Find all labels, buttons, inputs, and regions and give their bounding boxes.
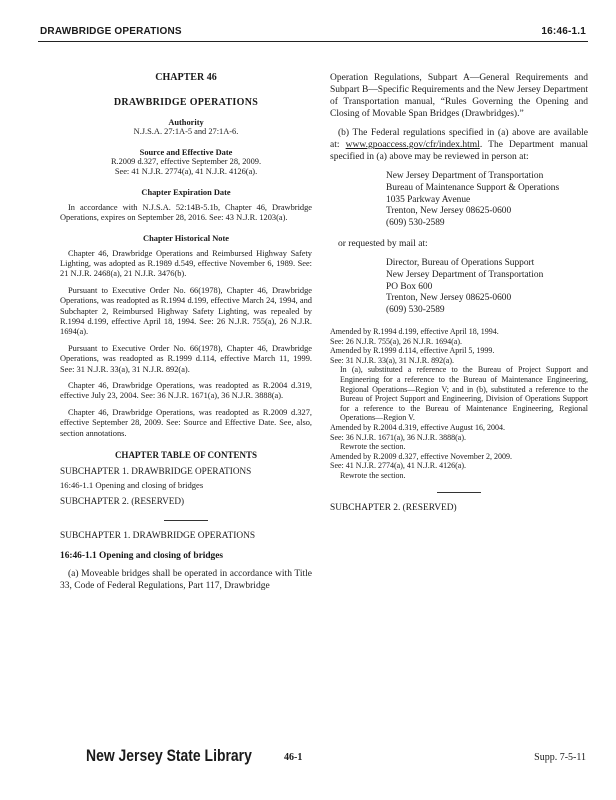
left-column — [60, 72, 312, 592]
right-column — [330, 72, 588, 513]
header-section-number: 16:46-1.1 — [541, 26, 586, 37]
toc-subchapter-1: SUBCHAPTER 1. DRAWBRIDGE OPERATIONS — [60, 466, 252, 477]
paragraph-a: (a) Moveable bridges shall be operated in accordance with Title 33, Code of Federal Regulations, Part 117, Drawbridge — [60, 569, 312, 592]
historical-note-para: Pursuant to Executive Order No. 66(1978), Chapter 46, Drawbridge Operations, was readopted as R.1999 d.114, effective March 11, 1999. See: 31 N.J.R. 33(a), 31 N.J.R. 892(a). — [60, 343, 312, 374]
chapter-number: CHAPTER 46 — [155, 72, 217, 83]
address-line: Trenton, New Jersey 08625-0600 — [386, 293, 512, 304]
source-line-1: R.2009 d.327, effective September 28, 2009. — [110, 156, 262, 166]
or-by-mail: or requested by mail at: — [338, 238, 428, 249]
source-heading: Source and Effective Date — [139, 147, 233, 157]
address-line: Director, Bureau of Operations Support — [386, 257, 535, 268]
history-line: Amended by R.2004 d.319, effective August 16, 2004. — [330, 422, 505, 432]
authority-heading: Authority — [168, 118, 204, 127]
history-line: See: 41 N.J.R. 2774(a), 41 N.J.R. 4126(a). — [330, 461, 466, 471]
toc-section-link: 16:46-1.1 Opening and closing of bridges — [60, 480, 204, 491]
page-number: 46-1 — [284, 752, 303, 763]
history-line: See: 31 N.J.R. 33(a), 31 N.J.R. 892(a). — [330, 355, 454, 365]
history-line: See: 26 N.J.R. 755(a), 26 N.J.R. 1694(a). — [330, 336, 462, 346]
address-line: New Jersey Department of Transportation — [386, 171, 544, 181]
historical-note-para: Chapter 46, Drawbridge Operations, was readopted as R.2004 d.319, effective July 23, 2004. See: 36 N.J.R. 1671(a), 36 N.J.R. 3888(a). — [60, 381, 312, 401]
history-line: Amended by R.1994 d.199, effective April 18, 1994. — [330, 326, 499, 336]
address-line: 1035 Parkway Avenue — [386, 194, 471, 205]
paragraph-b-text-2: . The Department manual specified in (a) above may be reviewed in person at: — [330, 140, 588, 162]
chapter-title: DRAWBRIDGE OPERATIONS — [113, 97, 259, 108]
address-line: Bureau of Maintenance Support & Operations — [386, 182, 560, 193]
separator — [437, 492, 481, 493]
supplement-date: Supp. 7-5-11 — [534, 752, 586, 763]
expiration-heading: Chapter Expiration Date — [141, 187, 231, 197]
address-in-person — [386, 171, 588, 230]
library-footer: New Jersey State Library — [86, 746, 252, 765]
address-line: Trenton, New Jersey 08625-0600 — [386, 206, 512, 217]
expiration-text: In accordance with N.J.S.A. 52:14B-5.1b, Chapter 46, Drawbridge Operations, expires on September 28, 2016. See: 43 N.J.R. 1203(a). — [60, 202, 312, 223]
history-note: Rewrote the section. — [340, 442, 406, 452]
header-title: DRAWBRIDGE OPERATIONS — [40, 26, 182, 37]
address-by-mail — [386, 258, 588, 317]
address-phone: (609) 530-2589 — [386, 218, 445, 229]
history-note: In (a), substituted a reference to the Bureau of Project Support and Engineering for a reference to the Bureau of Maintenance Engineering, Regional Operations—Region V; and in (b), substituted a reference to the Bureau of Project Support and Engineering, Division of Operations Support for a reference to the Bureau of Maintenance Engineering, Regional Operations—Region V. — [340, 365, 588, 423]
toc-heading: CHAPTER TABLE OF CONTENTS — [114, 450, 258, 461]
paragraph-b — [330, 127, 588, 163]
address-line: New Jersey Department of Transportation — [386, 269, 544, 280]
header-rule — [38, 41, 588, 42]
section-heading: 16:46-1.1 Opening and closing of bridges — [60, 551, 224, 562]
paragraph-b-text: (b) The Federal regulations specified in (a) above are available at: — [330, 128, 588, 150]
historical-note-para: Pursuant to Executive Order No. 66(1978), Chapter 46, Drawbridge Operations, was readopted as R.1994 d.199, effective March 24, 1994, and Subchapter 2, Reimbursed Highway Safety Lighting, was repealed by R.1994 d.199, effective April 18, 1994. See: 26 N.J.R. 755(a), 26 N.J.R. 1694(a). — [60, 285, 312, 337]
section-history — [330, 327, 588, 481]
address-phone: (609) 530-2589 — [386, 305, 445, 316]
historical-note-para: Chapter 46, Drawbridge Operations and Reimbursed Highway Safety Lighting, was adopted as R.1989 d.549, effective November 6, 1989. See: 21 N.J.R. 2468(a), 21 N.J.R. 3476(b). — [60, 248, 312, 279]
subchapter-2-heading: SUBCHAPTER 2. (RESERVED) — [330, 503, 457, 514]
separator — [164, 520, 208, 521]
history-line: Amended by R.1999 d.114, effective April 5, 1999. — [330, 346, 495, 356]
history-line: Amended by R.2009 d.327, effective November 2, 2009. — [330, 451, 513, 461]
running-header — [40, 26, 586, 40]
subchapter-1-heading: SUBCHAPTER 1. DRAWBRIDGE OPERATIONS — [60, 531, 256, 542]
history-line: See: 36 N.J.R. 1671(a), 36 N.J.R. 3888(a). — [330, 432, 466, 442]
historical-note-para: Chapter 46, Drawbridge Operations, was readopted as R.2009 d.327, effective September 28, 2009. See: Source and Effective Date. See, also, section annotations. — [60, 407, 312, 438]
authority-text: N.J.S.A. 27:1A-5 and 27:1A-6. — [133, 127, 239, 136]
history-note: Rewrote the section. — [340, 470, 406, 480]
address-line: PO Box 600 — [386, 281, 433, 292]
historical-note-heading: Chapter Historical Note — [143, 233, 229, 243]
paragraph-a-continued: Operation Regulations, Subpart A—General Requirements and Subpart B—Specific Requirements and the New Jersey Department of Transportation manual, “Rules Governing the Opening and Closing of Movable Span Bridges (Drawbridges).” — [330, 73, 588, 119]
toc-subchapter-2: SUBCHAPTER 2. (RESERVED) — [60, 496, 185, 507]
source-line-2: See: 41 N.J.R. 2774(a), 41 N.J.R. 4126(a). — [114, 167, 258, 177]
cfr-link[interactable]: www.gpoaccess.gov/cfr/index.html — [345, 140, 480, 150]
